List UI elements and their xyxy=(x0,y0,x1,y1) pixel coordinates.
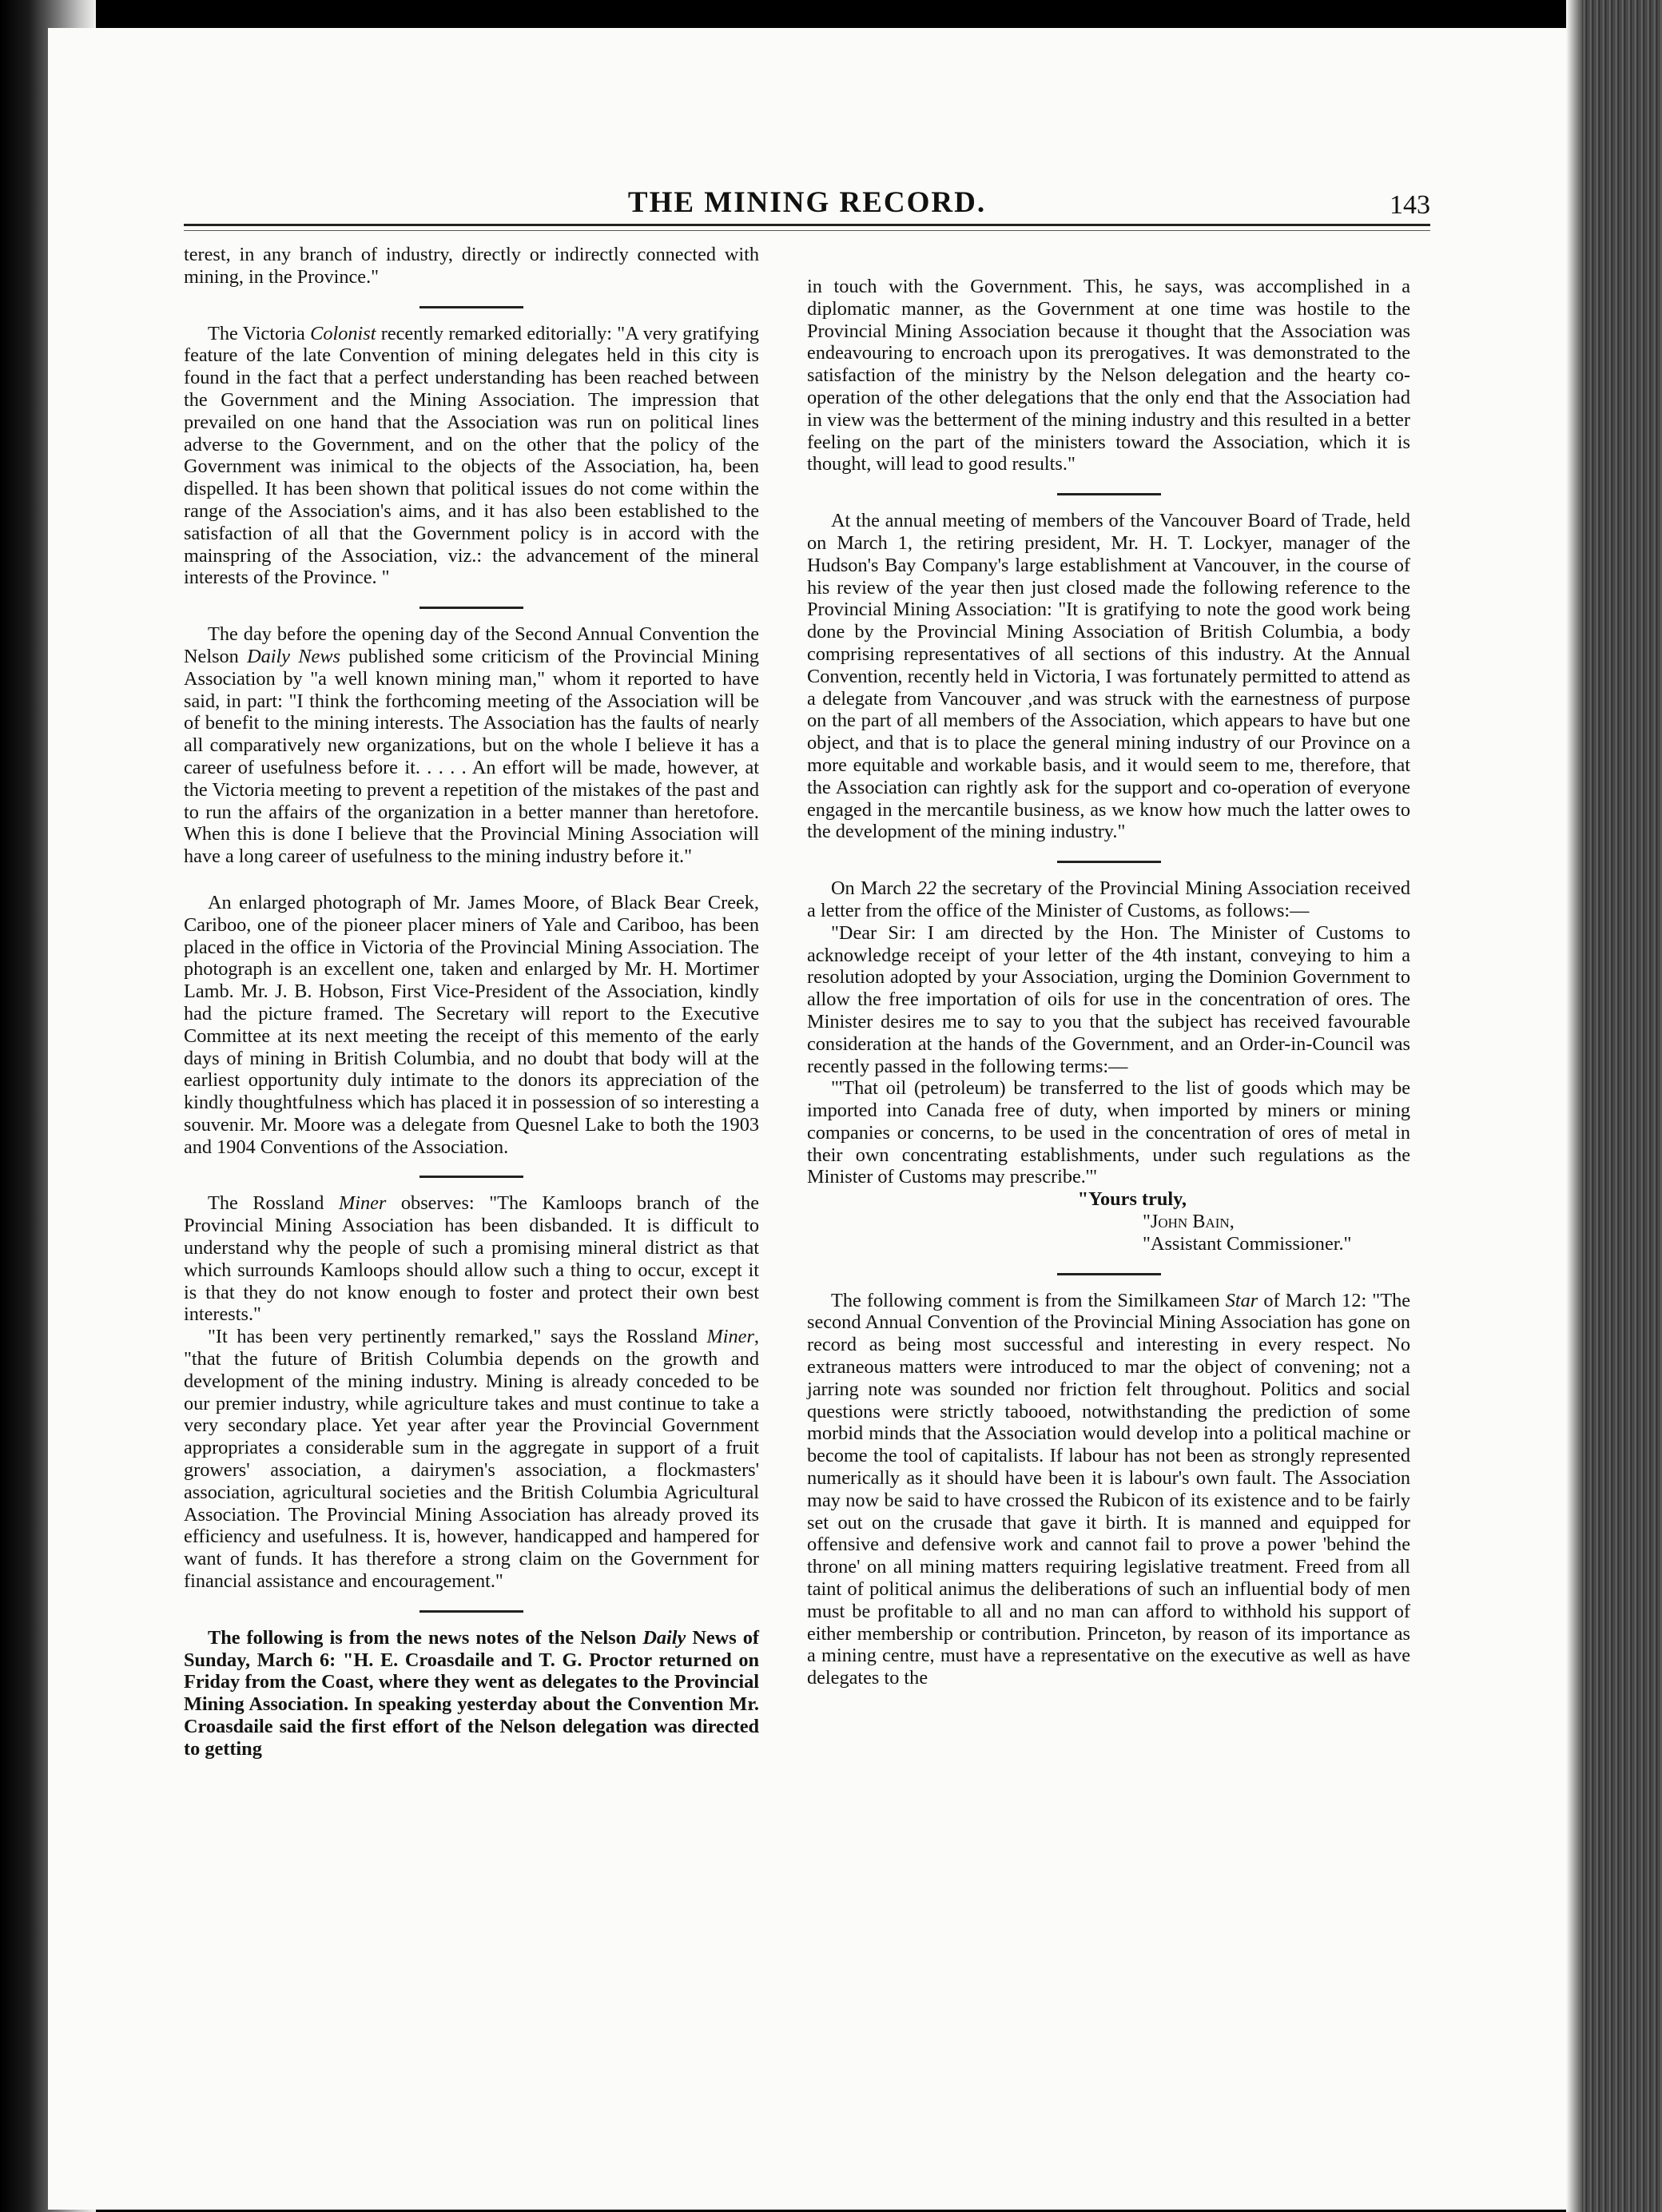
paragraph: in touch with the Government. This, he says, was accomplished in a diplomatic manner, as the Government at one time was hostile to the Provincial Mining Association because it thought that the Association was endeavouring to encroach upon its prerogatives. It was demonstrated to the satisfaction of the ministry by the Nelson delegation and the hearty co-operation of the other delegations that the only end that the Association had in view was the betterment of the mining industry and this resulted in a better feeling on the part of the ministers toward the Association, which it is thought, will lead to good results." xyxy=(807,276,1410,475)
section-separator xyxy=(419,1610,523,1613)
paragraph: The following comment is from the Similkameen Star of March 12: "The second Annual Convention of the Provincial Mining Association has gone on record as being most successful and interesting in every respect. No extraneous matters were introduced to mar the object of convening; not a jarring note was sounded nor friction felt throughout. Politics and social questions were strictly tabooed, notwithstanding the prediction of some morbid minds that the Association would develop into a political machine or become the tool of capitalists. If labour has not been as strongly represented numerically as it should have been it is labour's own fault. The Association may now be said to have crossed the Rubicon of its existence and to be fairly set out on the crusade that gave it birth. It is manned and equipped for offensive and defensive work and cannot fail to prove a power 'behind the throne' on all mining matters requiring legislative treatment. Freed from all taint of political animus the deliberations of such an influential body of men must be profitable to all and no man can afford to withhold his support of either membership or contribution. Princeton, by reason of its importance as a mining centre, must have a representative on the executive as well as have delegates to the xyxy=(807,1289,1411,1689)
paragraph: The Rossland Miner observes: "The Kamloops branch of the Provincial Mining Association has been disbanded. It is difficult to understand why the people of such a promising mineral district as that which surrounds Kamloops should allow such a thing to occur, except it is that they do not know enough to foster and protect their own best interests." xyxy=(184,1192,759,1326)
signoff-yours-truly: "Yours truly, xyxy=(1077,1188,1187,1211)
spacer xyxy=(184,868,759,892)
header-rule-thin xyxy=(184,230,1430,231)
signoff-title: "Assistant Commissioner." xyxy=(1143,1232,1352,1255)
section-separator xyxy=(1057,861,1161,863)
paragraph: The Victoria Colonist recently remarked editorially: "A very gratifying feature of the late Convention of mining delegates held in this city is found in the fact that a perfect understanding has been reached between the Government and the Mining Association. The impression that prevailed on one hand that the Association was run on political lines adverse to the Government, and on the other that the policy of the Government was inimical to the objects of the Association, ha, been dispelled. It has been shown that political issues do not come within the range of the Association's aims, and it has also been established to the satisfaction of all that the Government policy is in accord with the mainspring of the Association, viz.: the advancement of the mineral interests of the Province. " xyxy=(184,322,759,589)
paragraph: An enlarged photograph of Mr. James Moore, of Black Bear Creek, Cariboo, one of the pioneer placer miners of Yale and Cariboo, has been placed in the office in Victoria of the Provincial Mining Association. The photograph is an excellent one, taken and enlarged by Mr. H. Mortimer Lamb. Mr. J. B. Hobson, First Vice-President of the Association, kindly had the picture framed. The Secretary will report to the Executive Committee at its next meeting the receipt of this memento of the early days of mining in British Columbia, and no doubt that body will at the earliest opportunity duly intimate to the donors its appreciation of the kindly thoughtfulness which has placed it in possession of so interesting a souvenir. Mr. Moore was a delegate from Quesnel Lake to both the 1903 and 1904 Conventions of the Association. xyxy=(184,891,759,1158)
paragraph: On March 22 the secretary of the Provincial Mining Association received a letter from the office of the Minister of Customs, as follows:— xyxy=(807,877,1410,921)
book-page-stack-edge xyxy=(1582,0,1662,2212)
journal-title: THE MINING RECORD. xyxy=(627,186,987,219)
paragraph: "Dear Sir: I am directed by the Hon. The Minister of Customs to acknowledge receipt of your letter of the 4th instant, conveying to him a resolution adopted by your Association, urging the Dominion Government to allow the free importation of oils for use in the concentration of ores. The Minister desires me to say to you that the subject has received favourable consideration at the hands of the Government, and an Order-in-Council was recently passed in the following terms:— xyxy=(807,921,1410,1077)
section-separator xyxy=(1057,493,1161,495)
paragraph: terest, in any branch of industry, directly or indirectly connected with mining, in the Province." xyxy=(184,244,759,288)
paragraph: "'That oil (petroleum) be transferred to the list of goods which may be imported into Canada free of duty, when imported by miners or mining companies or concerns, to be used in the concentration of ores of metal in their own concentrating establishments, under such regulations as the Minister of Customs may prescribe.'" xyxy=(807,1077,1410,1188)
right-column xyxy=(807,276,1410,1689)
section-separator xyxy=(419,306,523,308)
section-separator xyxy=(419,607,523,609)
header-rule xyxy=(184,224,1430,226)
section-separator xyxy=(1057,1273,1161,1275)
page-number: 143 xyxy=(1390,190,1430,220)
paragraph: At the annual meeting of members of the Vancouver Board of Trade, held on March 1, the retiring president, Mr. H. T. Lockyer, manager of the Hudson's Bay Company's large establishment at Vancouver, in the course of his review of the year then just closed made the following reference to the Provincial Mining Association: "It is gratifying to note the good work being done by the Provincial Mining Association of British Columbia, a body comprising representatives of all sections of this industry. At the Annual Convention, recently held in Victoria, I was fortunately permitted to attend as a delegate from Vancouver ,and was struck with the earnestness of purpose on the part of all members of the Association, which appears to have but one object, and that is to place the general mining industry of our Province on a more equitable and workable basis, and it would seem to me, therefore, that the Association can rightly ask for the support and co-operation of everyone engaged in the mercantile business, as we know how much the latter owes to the development of the mining industry." xyxy=(807,510,1410,843)
paragraph: The following is from the news notes of the Nelson Daily News of Sunday, March 6: "H. E. Croasdaile and T. G. Proctor returned on Friday from the Coast, where they went as delegates to the Provincial Mining Association. In speaking yesterday about the Convention Mr. Croasdaile said the first effort of the Nelson delegation was directed to getting xyxy=(184,1626,759,1760)
paragraph: The day before the opening day of the Second Annual Convention the Nelson Daily News published some criticism of the Provincial Mining Association by "a well known mining man," whom it reported to have said, in part: "I think the forthcoming meeting of the Association will be of benefit to the mining interests. The Association has the faults of nearly all comparatively new organizations, but on the whole I believe it has a career of usefulness before it. . . . . An effort will be made, however, at the Victoria meeting to prevent a repetition of the mistakes of the past and to run the affairs of the organization in a better manner than heretofore. When this is done I believe that the Provincial Mining Association will have a long career of usefulness to the mining industry before it." xyxy=(184,623,759,868)
paragraph: "It has been very pertinently remarked," says the Rossland Miner, "that the future of British Columbia depends on the growth and development of the mining industry. Mining is already conceded to be our premier industry, while agriculture takes and must continue to take a very secondary place. Yet year after year the Provincial Government appropriates a considerable sum in the aggregate in support of a fruit growers' association, a dairymen's association, a flockmasters' association, agricultural societies and the British Columbia Agricultural Association. The Provincial Mining Association has already proved its efficiency and usefulness. It is, however, handicapped and hampered for want of funds. It has therefore a strong claim on the Government for financial assistance and encouragement." xyxy=(184,1326,759,1593)
running-header xyxy=(184,185,1430,233)
left-column xyxy=(184,244,759,1760)
section-separator xyxy=(419,1176,523,1178)
signoff-name: "John Bain, xyxy=(1143,1211,1235,1233)
